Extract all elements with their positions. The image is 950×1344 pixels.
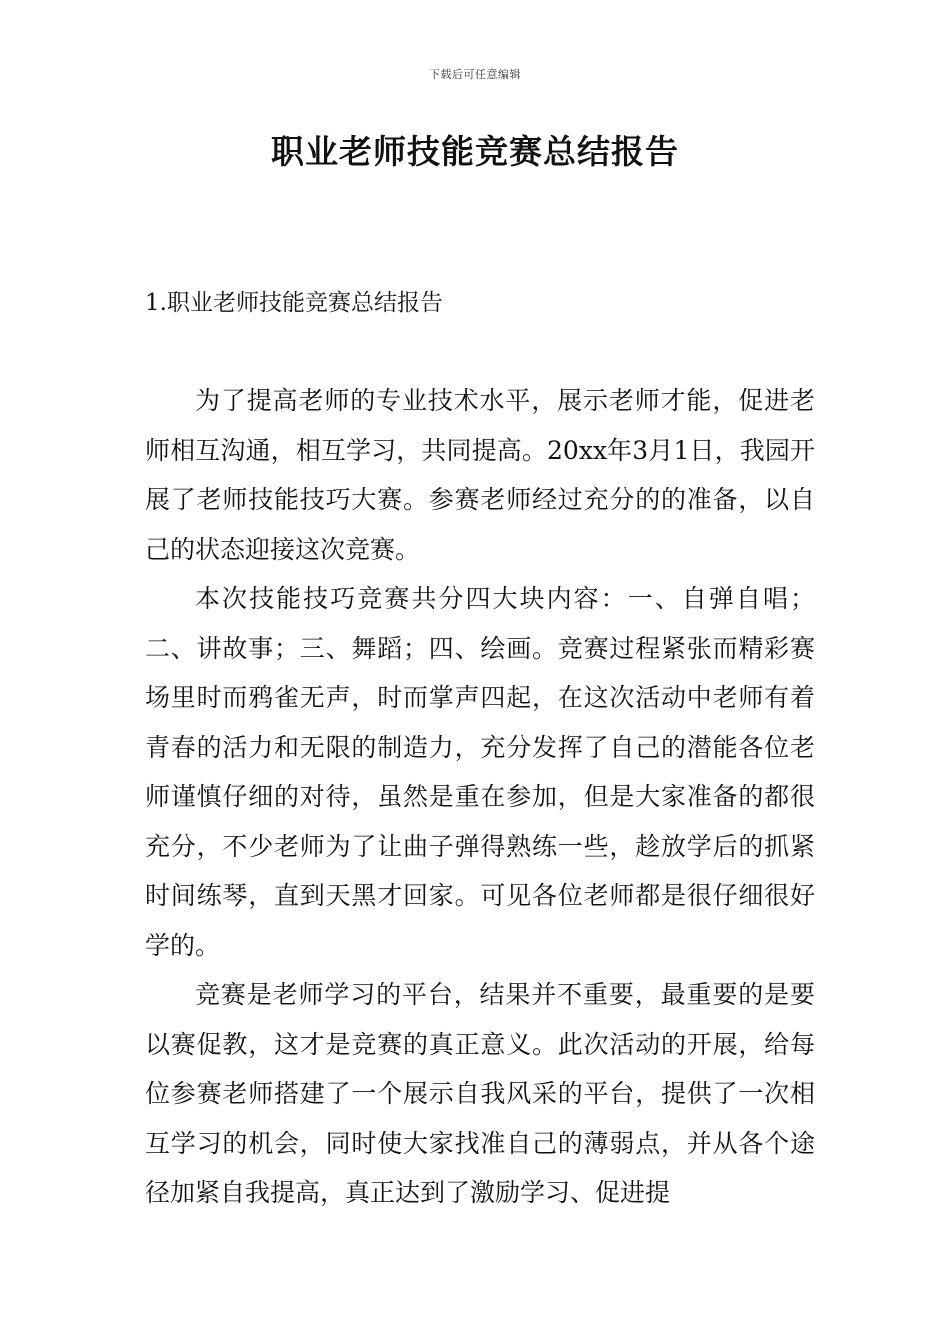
paragraph-intro: 为了提高老师的专业技术水平，展示老师才能，促进老师相互沟通，相互学习，共同提高。20xx年3月1日，我园开展了老师技能技巧大赛。参赛老师经过充分的的准备，以自己的状态迎接这次竞赛。	[145, 386, 815, 564]
document-title: 职业老师技能竞赛总结报告	[271, 132, 679, 171]
paragraph-content: 本次技能技巧竞赛共分四大块内容：一、自弹自唱；二、讲故事；三、舞蹈；四、绘画。竞赛过程紧张而精彩赛场里时而鸦雀无声，时而掌声四起，在这次活动中老师有着青春的活力和无限的制造力，充分发挥了自己的潜能各位老师谨慎仔细的对待，虽然是重在参加，但是大家准备的都很充分，不少老师为了让曲子弹得熟练一些，趁放学后的抓紧时间练琴，直到天黑才回家。可见各位老师都是很仔细很好学的。	[145, 584, 815, 960]
header-note: 下载后可任意编辑	[429, 68, 521, 81]
paragraph-significance: 竞赛是老师学习的平台，结果并不重要，最重要的是要以赛促教，这才是竞赛的真正意义。此次活动的开展，给每位参赛老师搭建了一个展示自我风采的平台，提供了一次相互学习的机会，同时使大家找准自己的薄弱点，并从各个途径加紧自我提高，真正达到了激励学习、促进提	[145, 980, 815, 1207]
document-body	[145, 376, 815, 1218]
section-heading: 1.职业老师技能竞赛总结报告	[145, 290, 443, 316]
